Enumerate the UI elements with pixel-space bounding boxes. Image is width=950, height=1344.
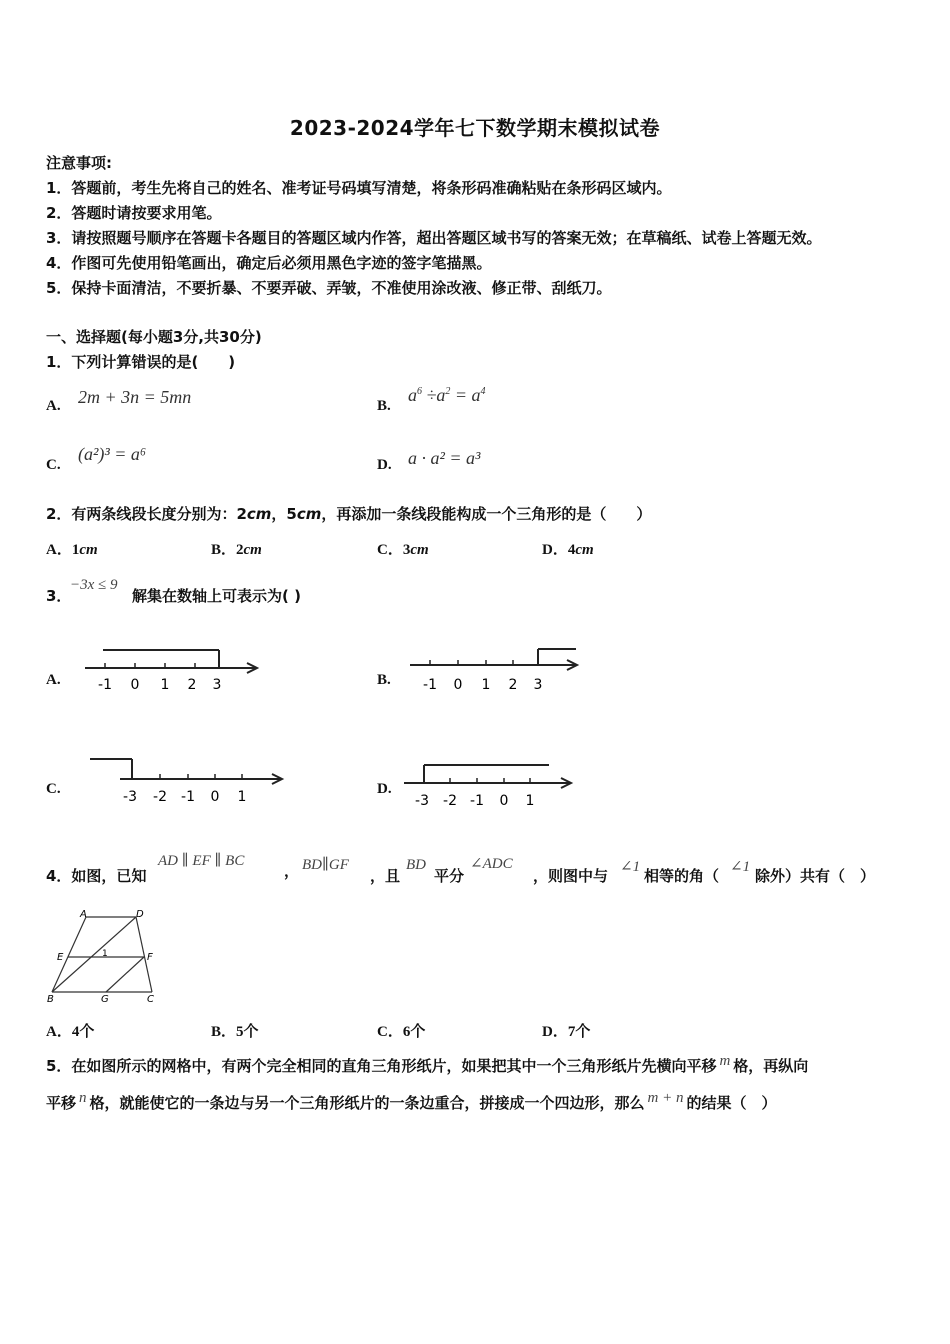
q1-option-c-expr: (a²)³ = a⁶: [78, 444, 147, 464]
q4-math-angle1-b: ∠1: [730, 859, 751, 875]
q1-option-d-label[interactable]: D.: [377, 457, 392, 473]
q4-math-bd-gf: BD∥GF: [302, 857, 349, 873]
q4-figure: [46, 910, 166, 1005]
q4-option-d[interactable]: D．7个: [542, 1024, 591, 1040]
q2-option-c[interactable]: C．3cm: [377, 542, 429, 558]
axis-tick-label: 1: [237, 789, 247, 805]
axis-tick-label: -2: [443, 793, 457, 809]
figure-label-point: E: [57, 952, 64, 963]
q1-option-d-expr: a · a² = a³: [408, 448, 481, 468]
axis-tick-label: 0: [210, 789, 220, 805]
axis-tick-label: 0: [499, 793, 509, 809]
section-heading: 一、选择题(每小题3分,共30分): [46, 328, 262, 346]
q4-stem-a: 4．如图，已知: [46, 867, 147, 885]
q4-option-a[interactable]: A．4个: [46, 1024, 95, 1040]
q2-option-a[interactable]: A．1cm: [46, 542, 98, 558]
q4-stem-d: ，则图中与: [533, 867, 609, 885]
q4-option-c[interactable]: C．6个: [377, 1024, 426, 1040]
axis-tick-label: -3: [415, 793, 429, 809]
q4-stem-f: 除外）共有（ ）: [755, 867, 876, 885]
notice-item: 2．答题时请按要求用笔。: [46, 204, 222, 222]
figure-label-point: D: [136, 909, 144, 920]
q4-stem-e: 相等的角（: [644, 867, 720, 885]
q3-numberline-c: [88, 752, 288, 807]
q1-option-a-expr: 2m + 3n = 5mn: [78, 387, 192, 407]
figure-label-angle: 1: [102, 949, 108, 959]
notice-item: 3．请按照题号顺序在答题卡各题目的答题区域内作答，超出答题区域书写的答案无效；在草稿纸、试卷上答题无效。: [46, 229, 822, 247]
axis-tick-label: -1: [98, 677, 112, 693]
notice-heading: 注意事项:: [46, 154, 112, 172]
q3-numberline-d: [404, 755, 584, 810]
axis-tick-label: 3: [212, 677, 222, 693]
figure-label-point: F: [147, 952, 153, 963]
q5-line1: 5．在如图所示的网格中，有两个完全相同的直角三角形纸片，如果把其中一个三角形纸片先横向平移 m 格，再纵向: [46, 1053, 809, 1075]
q3-numberline-a: [85, 643, 265, 698]
q1-option-b-label[interactable]: B.: [377, 398, 391, 414]
axis-tick-label: 1: [525, 793, 535, 809]
figure-label-point: A: [80, 909, 87, 920]
q3-inequality: −3x ≤ 9: [70, 577, 118, 593]
q5-line2: 平移 n 格，就能使它的一条边与另一个三角形纸片的一条边重合，拼接成一个四边形，那么 m + n 的结果（ ）: [46, 1090, 777, 1112]
q3-option-a-label[interactable]: A.: [46, 672, 61, 688]
figure-label-point: C: [147, 994, 154, 1005]
q4-stem-b: ，且: [370, 867, 401, 885]
figure-label-point: G: [101, 994, 109, 1005]
axis-tick-label: -1: [181, 789, 195, 805]
q2-option-b[interactable]: B．2cm: [211, 542, 262, 558]
axis-tick-label: 1: [481, 677, 491, 693]
q4-option-b[interactable]: B．5个: [211, 1024, 259, 1040]
notice-item: 1．答题前，考生先将自己的姓名、准考证号码填写清楚，将条形码准确粘贴在条形码区域内。: [46, 179, 672, 197]
q2-stem: 2．有两条线段长度分别为：2cm，5cm，再添加一条线段能构成一个三角形的是（ ）: [46, 505, 652, 523]
axis-tick-label: 3: [533, 677, 543, 693]
axis-tick-label: 0: [453, 677, 463, 693]
figure-label-point: B: [47, 994, 54, 1005]
q1-option-c-label[interactable]: C.: [46, 457, 61, 473]
axis-tick-label: -2: [153, 789, 167, 805]
q3-option-d-label[interactable]: D.: [377, 781, 392, 797]
notice-item: 5．保持卡面清洁，不要折暴、不要弄破、弄皱，不准使用涂改液、修正带、刮纸刀。: [46, 279, 612, 297]
q4-comma: ，: [284, 862, 300, 880]
q4-stem-c: 平分: [434, 867, 465, 885]
notice-item: 4．作图可先使用铅笔画出，确定后必须用黑色字迹的签字笔描黑。: [46, 254, 492, 272]
axis-tick-label: 2: [508, 677, 518, 693]
q1-option-a-label[interactable]: A.: [46, 398, 61, 414]
q3-numberline-b: [410, 643, 590, 698]
axis-tick-label: -3: [123, 789, 137, 805]
axis-tick-label: 1: [160, 677, 170, 693]
axis-tick-label: 2: [187, 677, 197, 693]
axis-tick-label: -1: [470, 793, 484, 809]
q4-math-angle1: ∠1: [620, 859, 641, 875]
q1-stem: 1．下列计算错误的是( ): [46, 353, 236, 371]
q2-option-d[interactable]: D．4cm: [542, 542, 594, 558]
q4-math-bd: BD: [406, 857, 426, 873]
q3-number: 3．: [46, 587, 72, 605]
page-title: 2023-2024学年七下数学期末模拟试卷: [289, 116, 661, 140]
q4-math-parallel: AD ∥ EF ∥ BC: [158, 853, 245, 869]
q3-option-c-label[interactable]: C.: [46, 781, 61, 797]
q3-option-b-label[interactable]: B.: [377, 672, 391, 688]
axis-tick-label: -1: [423, 677, 437, 693]
q4-math-angle-adc: ∠ADC: [470, 856, 513, 872]
q1-option-b-expr: $a^6 \div a^2 = a^4$: [408, 385, 486, 405]
q3-stem: 解集在数轴上可表示为( ): [132, 587, 301, 605]
axis-tick-label: 0: [130, 677, 140, 693]
